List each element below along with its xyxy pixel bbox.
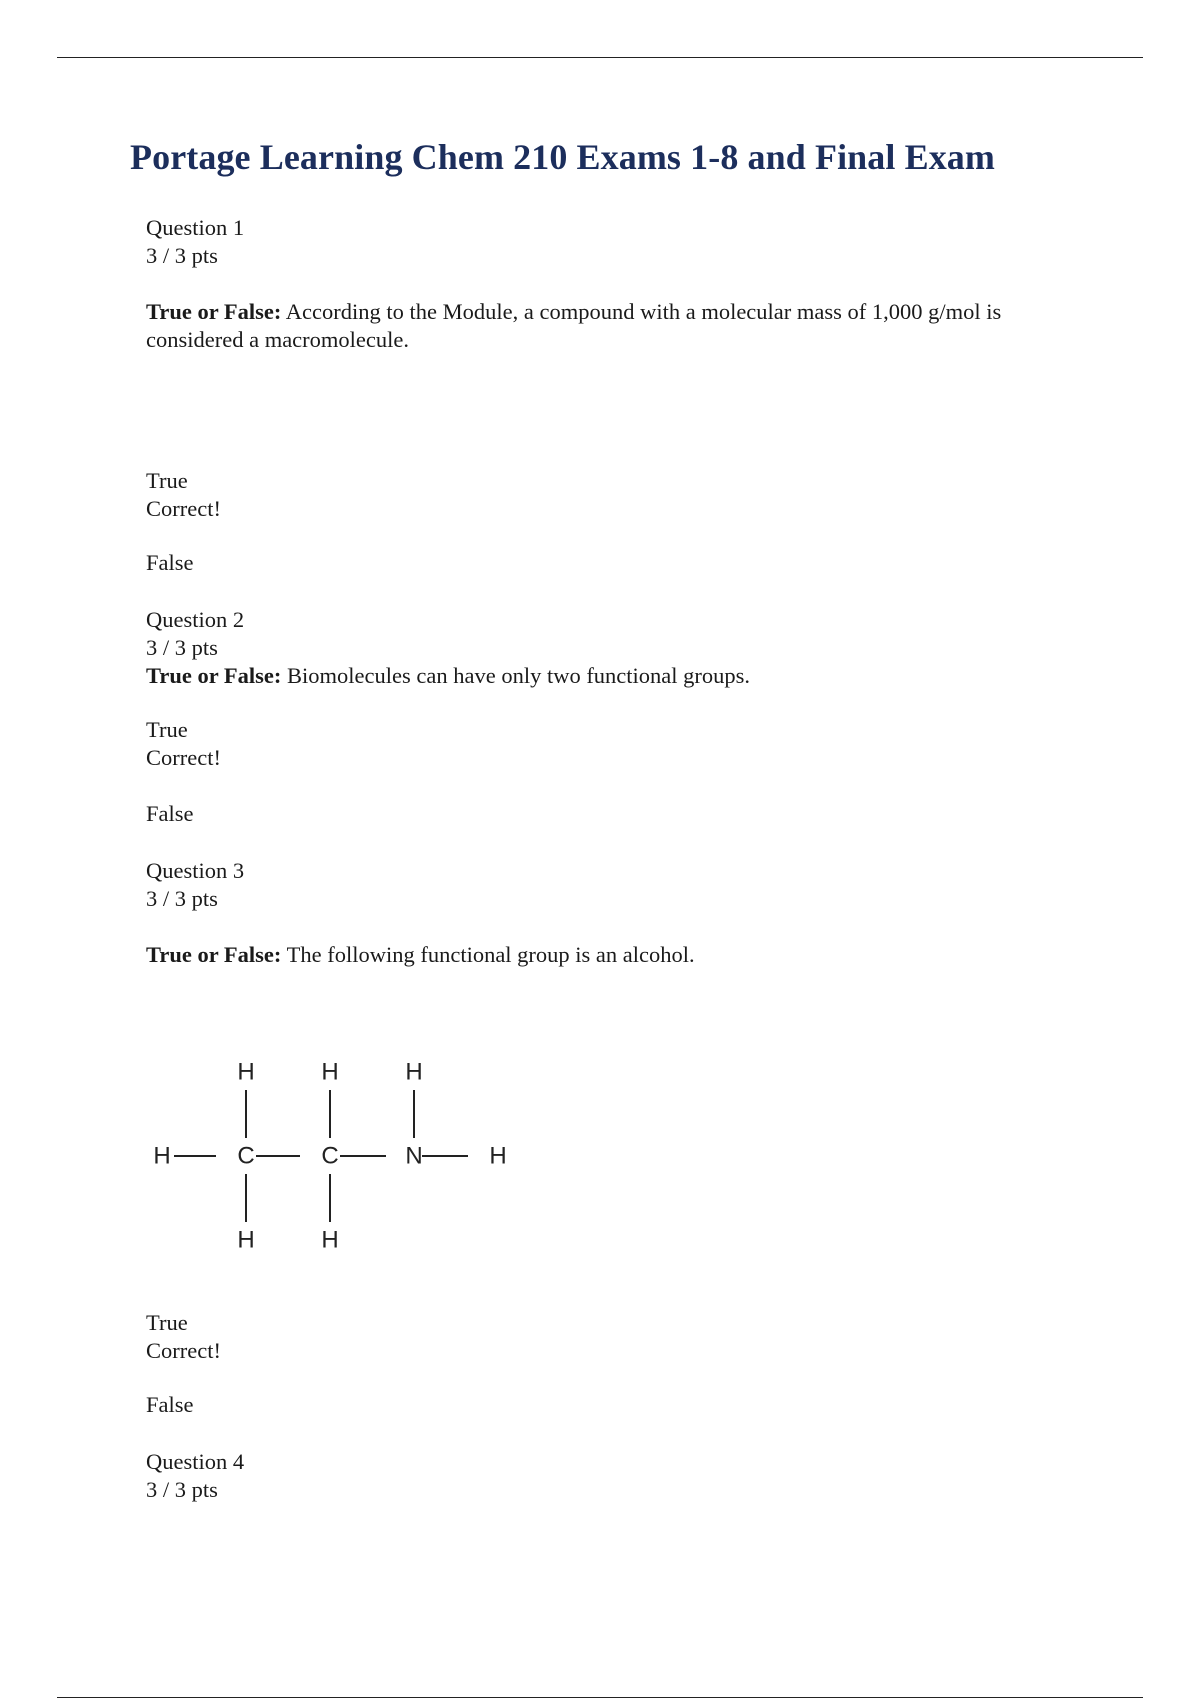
- question-3-prompt-text: The following functional group is an alcohol.: [286, 942, 695, 967]
- atom-c1: C: [237, 1142, 255, 1170]
- page-bottom-rule: [57, 1697, 1143, 1698]
- ethylamine-structure-diagram: [146, 1048, 526, 1258]
- question-2-feedback: Correct!: [146, 745, 221, 770]
- question-1-option-true[interactable]: True: [146, 468, 188, 493]
- question-3-label: Question 3: [146, 858, 245, 883]
- question-1-prompt-lead: True or False:: [146, 299, 282, 324]
- question-3-option-false[interactable]: False: [146, 1392, 194, 1417]
- question-4-label: Question 4: [146, 1449, 245, 1474]
- question-4-points: 3 / 3 pts: [146, 1477, 218, 1502]
- atom-h-c1-top: H: [237, 1058, 255, 1086]
- question-2-option-false[interactable]: False: [146, 801, 194, 826]
- question-1-points: 3 / 3 pts: [146, 243, 218, 268]
- question-2-prompt-lead: True or False:: [146, 663, 282, 688]
- atom-h-right: H: [489, 1142, 507, 1170]
- question-3-prompt: [146, 941, 695, 969]
- atom-n: N: [405, 1142, 423, 1170]
- question-2-prompt: [146, 662, 750, 690]
- question-1-feedback: Correct!: [146, 496, 221, 521]
- question-3-points: 3 / 3 pts: [146, 886, 218, 911]
- question-3-feedback: Correct!: [146, 1338, 221, 1363]
- page-top-rule: [57, 57, 1143, 58]
- page-title: Portage Learning Chem 210 Exams 1-8 and Final Exam: [130, 137, 995, 177]
- atom-h-c2-top: H: [321, 1058, 339, 1086]
- question-2-option-true[interactable]: True: [146, 717, 188, 742]
- question-1-prompt-text: According to the Module, a compound with a molecular mass of 1,000 g/mol is considered a macromolecule.: [146, 299, 1002, 352]
- question-1-label: Question 1: [146, 215, 245, 240]
- atom-h-c2-bottom: H: [321, 1226, 339, 1254]
- atom-h-c1-bottom: H: [237, 1226, 255, 1254]
- question-1-prompt: [146, 298, 1086, 354]
- question-1-option-false[interactable]: False: [146, 550, 194, 575]
- atom-h-n-top: H: [405, 1058, 423, 1086]
- question-3-option-true[interactable]: True: [146, 1310, 188, 1335]
- question-2-prompt-text: Biomolecules can have only two functional groups.: [287, 663, 751, 688]
- question-3-prompt-lead: True or False:: [146, 942, 282, 967]
- atom-c2: C: [321, 1142, 339, 1170]
- question-2-label: Question 2: [146, 607, 245, 632]
- atom-h-left: H: [153, 1142, 171, 1170]
- question-2-points: 3 / 3 pts: [146, 635, 218, 660]
